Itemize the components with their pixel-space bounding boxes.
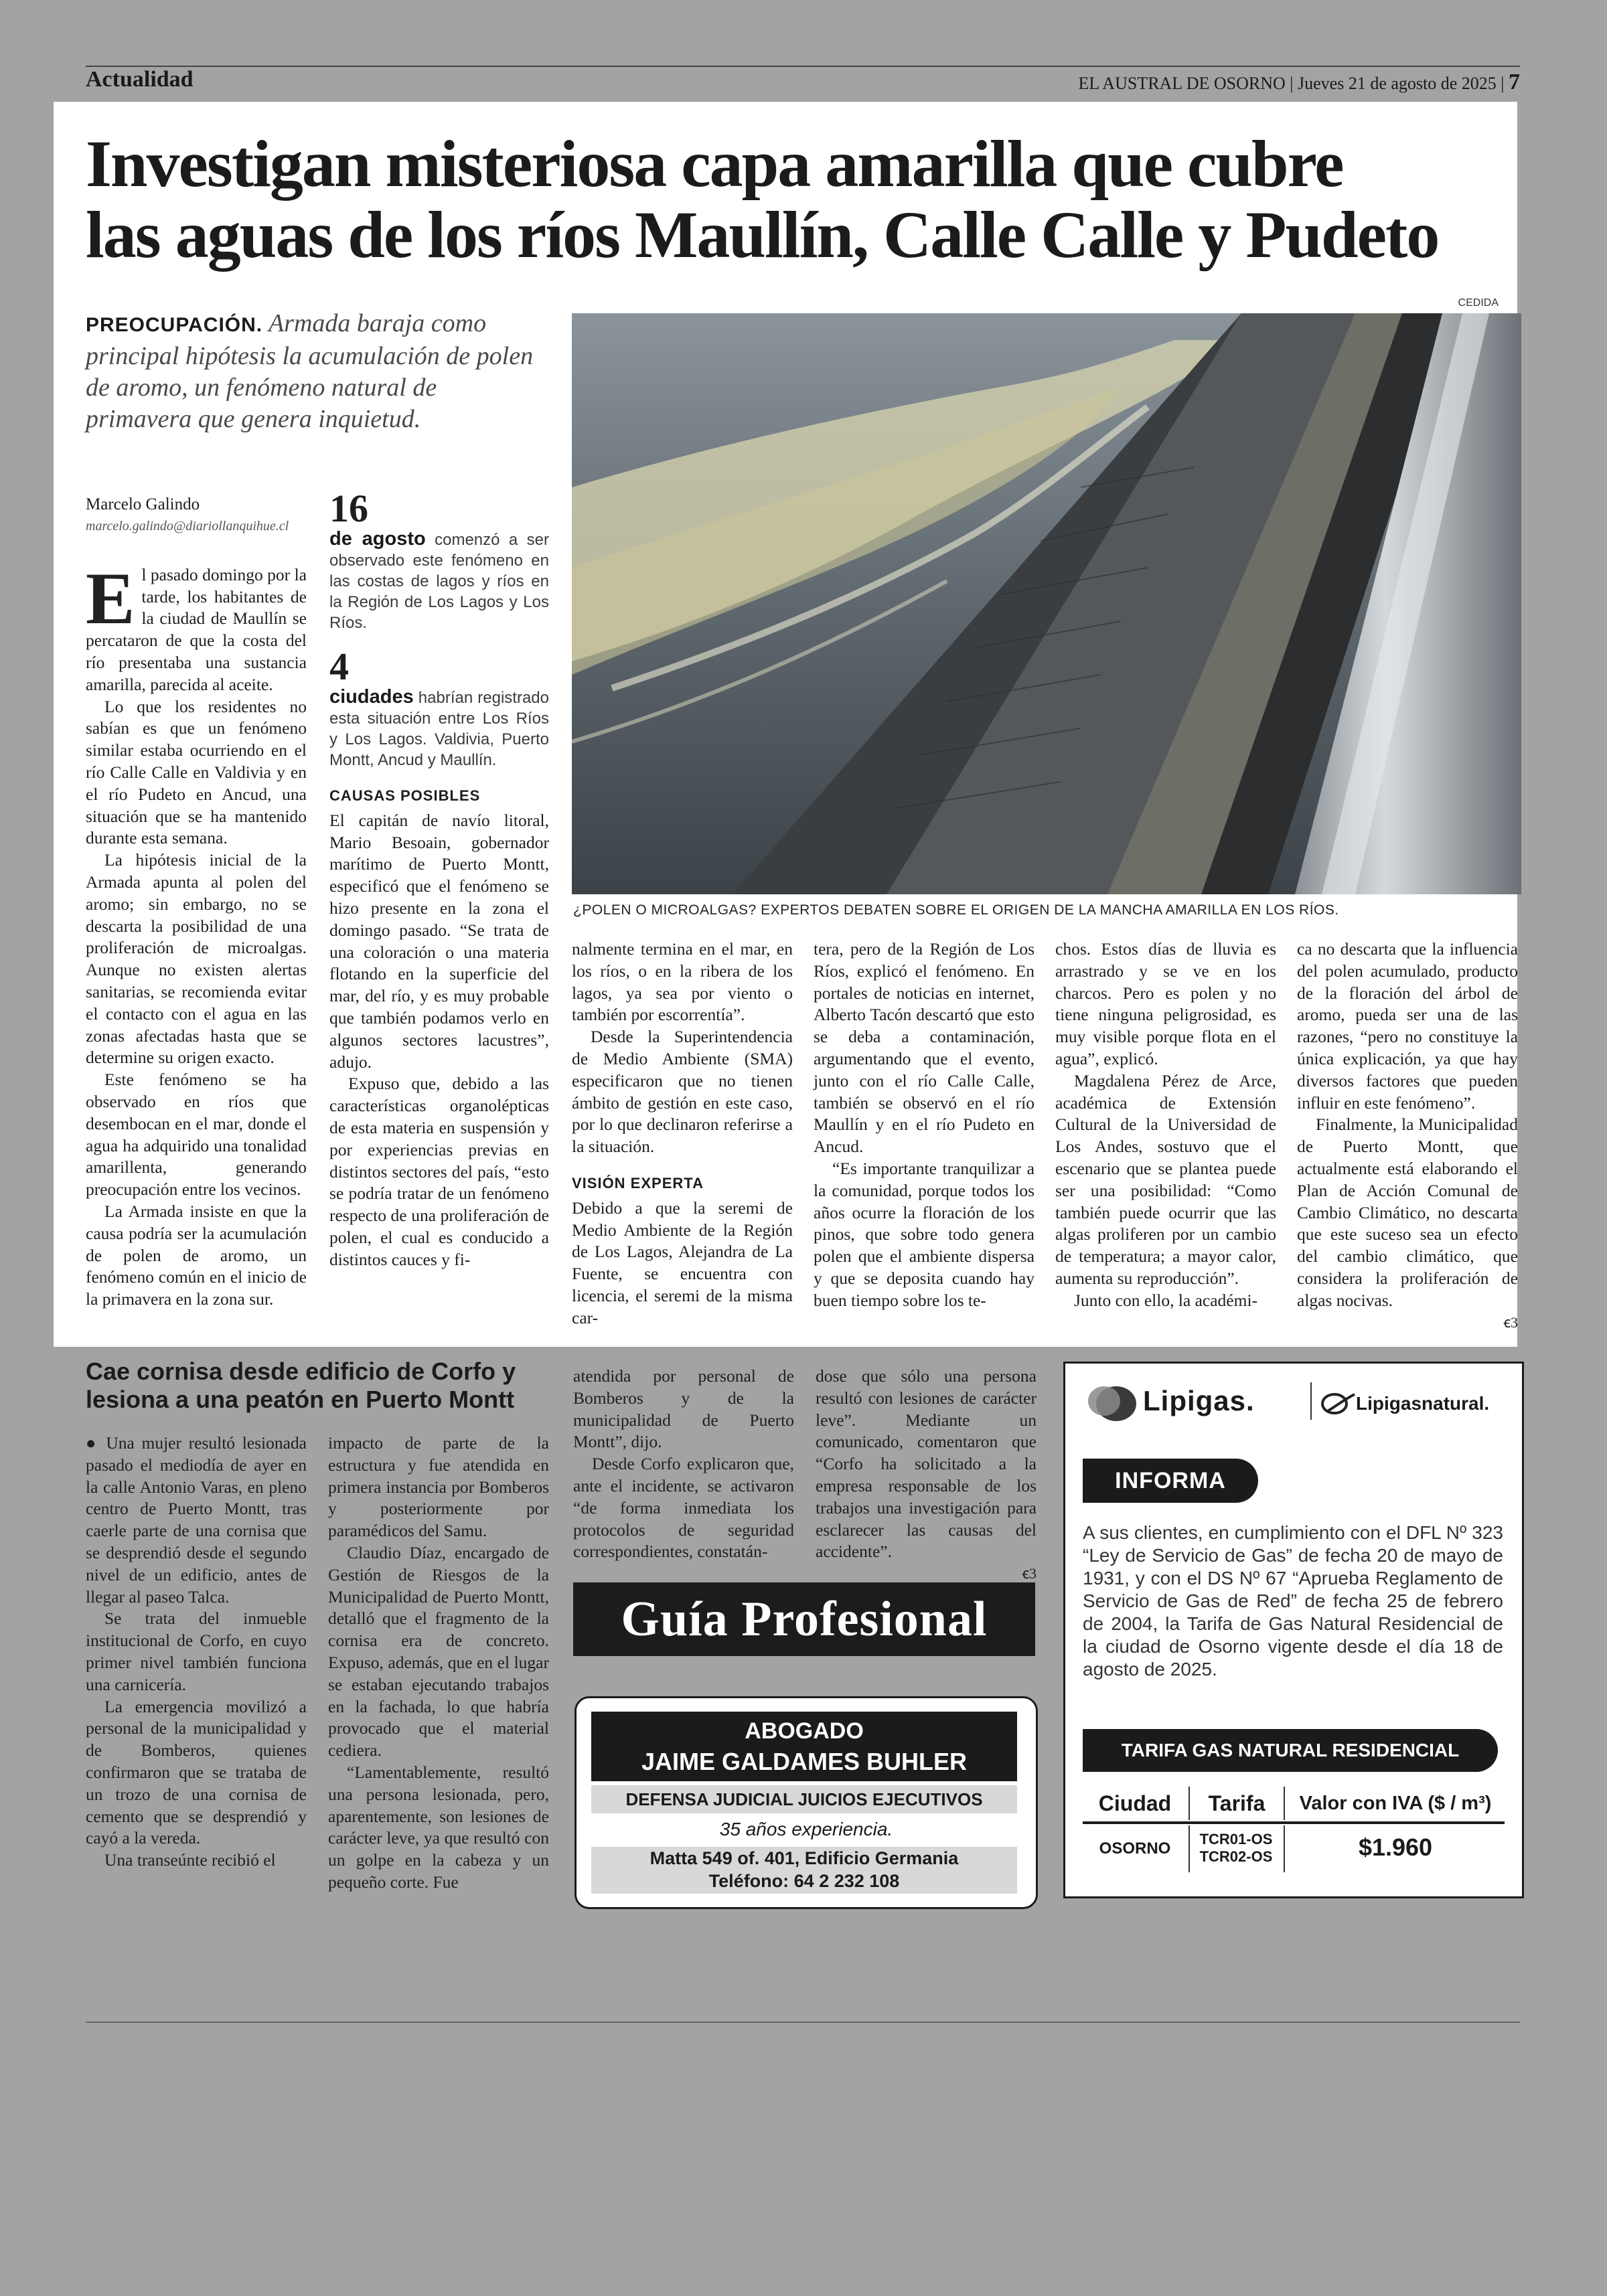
lawyer-ad-header (591, 1712, 1017, 1781)
paragraph: dose que sólo una persona resultó con lesiones de carácter leve”. Mediante un comunicado, comentaron que “Corfo ha solicitado a la empresa responsable de los trabajos una investigación para esclarecer las causas del accidente”. (816, 1366, 1037, 1562)
paragraph: Expuso que, debido a las características organolépticas de esta materia en suspensión y por experiencias previas en distintos sectores del país, “esto se podría tratar de un fenómeno respecto de una proliferación de polen, el cual es conducido a distintos cauces y fi- (329, 1074, 549, 1269)
logo-divider (1310, 1382, 1312, 1420)
paragraph: Debido a que la seremi de Medio Ambiente de la Región de Los Lagos, Alejandra de La Fuente, se encuentra con licencia, el seremi de la misma car- (572, 1198, 793, 1327)
article-column-4 (814, 938, 1035, 1312)
stat-text (329, 687, 549, 770)
lawyer-address-box (591, 1847, 1017, 1894)
paragraph: La emergencia movilizó a personal de la municipalidad y de Bomberos, quienes confirmaron que se trataba de un trozo de una cornisa de cemento que se desprendió y cayó a la vereda. (86, 1696, 307, 1848)
section-label: Actualidad (86, 67, 194, 92)
paragraph: tera, pero de la Región de Los Ríos, explicó el fenómeno. En portales de noticias en internet, Alberto Tacón descartó que esto se deba a contaminación, argumentando que el evento, junto con el río Calle Calle, también se observó en el río Maullín y en el río Pudeto en Ancud. (814, 939, 1035, 1157)
page-number: 7 (1509, 70, 1520, 94)
table-value-cell: $1.960 (1284, 1825, 1506, 1872)
paragraph: Una transeúnte recibió el (104, 1850, 276, 1870)
article-column-5 (1055, 938, 1276, 1312)
paragraph: Claudio Díaz, encargado de Gestión de Riesgos de la Municipalidad de Puerto Montt, detalló que el fragmento de la cornisa era de concreto. Expuso, además, que en el lugar se estaban ejecutando trabajos en la fachada, lo que habría provocado que el material cediera. (328, 1542, 549, 1760)
table-header-value: Valor con IVA ($ / m³) (1284, 1787, 1506, 1820)
kicker: PREOCUPACIÓN. (86, 314, 263, 336)
lawyer-address: Matta 549 of. 401, Edificio Germania (649, 1848, 959, 1868)
lawyer-phone: Teléfono: 64 2 232 108 (708, 1871, 900, 1891)
paragraph: La Armada insiste en que la causa podría ser la acumulación de polen de aromo, un fenómeno común en el inicio de la primavera en la zona sur. (86, 1201, 307, 1309)
bottom-rule (86, 2022, 1520, 2023)
author-name: Marcelo Galindo (86, 495, 200, 513)
stat-description: habrían registrado esta situación entre Los Ríos y Los Lagos. Valdivia, Puerto Montt, Ancud y Maullín. (329, 689, 549, 769)
subhead: VISIÓN EXPERTA (572, 1174, 704, 1192)
table-city-cell: OSORNO (1099, 1839, 1171, 1858)
paragraph: ca no descarta que la influencia del polen acumulado, producto de la floración del árbol de aromo, pueda ser una de las razones, “pero no constituye la única explicación, ya que hay diversos factores que pueden influir en este fenómeno”. (1297, 939, 1518, 1113)
river-photo-image (572, 313, 1521, 894)
tariff-table (1083, 1787, 1505, 1875)
lawyer-experience: 35 años experiencia. (719, 1819, 893, 1839)
author-email: marcelo.galindo@diariollanquihue.cl (86, 519, 289, 534)
article-column-3 (572, 938, 793, 1329)
photo-caption: ¿POLEN O MICROALGAS? EXPERTOS DEBATEN SOBRE EL ORIGEN DE LA MANCHA AMARILLA EN LOS RÍOS. (573, 902, 1339, 918)
paragraph: Magdalena Pérez de Arce, académica de Extensión Cultural de la Universidad de Los Andes, sostuvo que el escenario que se plantea puede ser una posibilidad: “Como también puede ocurrir que las algas proliferen por un cambio de temperatura; a mayor calor, aumenta su reproducción”. (1055, 1070, 1276, 1288)
lipigas-natural-icon (1320, 1390, 1357, 1417)
lawyer-specialty-text: DEFENSA JUDICIAL JUICIOS EJECUTIVOS (625, 1789, 983, 1809)
paragraph: chos. Estos días de lluvia es arrastrado y se ve en los charcos. Pero es polen y no tiene ninguna peligrosidad, es muy visible porque flota en el agua”, explicó. (1055, 939, 1276, 1068)
brief-column-4 (816, 1366, 1037, 1585)
brief-column-1 (86, 1432, 307, 1872)
lawyer-ad-title: ABOGADO (745, 1718, 864, 1744)
tariff-code: TCR01-OS (1199, 1831, 1273, 1848)
tariff-banner: TARIFA GAS NATURAL RESIDENCIAL (1083, 1729, 1498, 1772)
paragraph: La hipótesis inicial de la Armada apunta al polen del aromo; sin embargo, no se descarta la posibilidad de una proliferación de microalgas. Aunque no existen alertas sanitarias, se recomienda evitar el contacto con el agua en las zonas afectadas hasta que se determine su origen exacto. (86, 850, 307, 1068)
brief-headline: Cae cornisa desde edificio de Corfo y lesiona a una peatón en Puerto Montt (86, 1358, 516, 1413)
stat-description: comenzó a ser observado este fenómeno en las costas de lagos y ríos en la Región de Los Lagos y Los Ríos. (329, 531, 549, 632)
paragraph: Desde la Superintendencia de Medio Ambiente (SMA) especificaron que no tienen ámbito de gestión en este caso, por lo que declinaron referirse a la situación. (572, 1027, 793, 1157)
lipigas-logo (1084, 1378, 1499, 1425)
brief-column-2 (328, 1432, 549, 1894)
lawyer-specialty (591, 1785, 1017, 1813)
paragraph: “Lamentablemente, resultó una persona lesionada, pero, aparentemente, son lesiones de carácter leve, ya que resultó con un golpe en la cabeza y un pequeño corte. Fue (328, 1762, 549, 1892)
brief-column-3 (573, 1366, 794, 1563)
lawyer-name: JAIME GALDAMES BUHLER (641, 1748, 968, 1775)
river-photo (572, 313, 1521, 894)
table-tariff-cell (1189, 1825, 1282, 1872)
informa-badge: INFORMA (1083, 1459, 1258, 1503)
bullet-icon: ● (86, 1433, 99, 1453)
article-column-1 (86, 494, 307, 1311)
stat-number: 16 (329, 487, 368, 530)
lawyer-ad (575, 1696, 1038, 1909)
top-rule (86, 66, 1520, 67)
paragraph: Una mujer resultó lesionada pasado el mediodía de ayer en la calle Antonio Varas, en pleno centro de Puerto Montt, tras caerle parte de una cornisa que se desprendió desde el segundo nivel de un edificio, antes de llegar al paseo Talca. (86, 1433, 307, 1607)
paragraph: atendida por personal de Bomberos y de la municipalidad de Puerto Montt”, dijo. (573, 1366, 794, 1452)
end-mark: ꞓ3 (1022, 1565, 1037, 1582)
paragraph: impacto de parte de la estructura y fue atendida en primera instancia por Bomberos y posteriormente por paramédicos del Samu. (328, 1433, 549, 1541)
lipigas-brand: Lipigas. (1143, 1385, 1255, 1416)
headline (86, 129, 1492, 270)
lipigas-ad (1063, 1362, 1524, 1898)
publication-info: EL AUSTRAL DE OSORNO | Jueves 21 de agosto de 2025 | (1078, 74, 1505, 93)
paragraph: nalmente termina en el mar, en los ríos, o en la ribera de los lagos, ya sea por viento o también por escorrentía”. (572, 939, 793, 1025)
tariff-code: TCR02-OS (1199, 1848, 1273, 1865)
publication-dateline (1078, 70, 1520, 95)
headline-line-1: Investigan misteriosa capa amarilla que cubre (86, 127, 1343, 201)
paragraph: Desde Corfo explicaron que, ante el incidente, se activaron “de forma inmediata los protocolos de seguridad correspondientes, constatán- (573, 1454, 794, 1562)
end-mark: ꞓ3 (1503, 1313, 1518, 1331)
stat-bold: de agosto (329, 528, 426, 550)
paragraph: Finalmente, la Municipalidad de Puerto Montt, que actualmente está elaborando el Plan de Acción Comunal de Cambio Climático, no descarta que este suceso sea un efecto del cambio climático, que considera la proliferación de algas nocivas. (1297, 1115, 1518, 1310)
paragraph: Este fenómeno se ha observado en ríos que desembocan en el mar, donde el agua ha adquirido una tonalidad amarillenta, generando preocupación entre los vecinos. (86, 1070, 307, 1200)
article-column-6 (1297, 938, 1518, 1333)
table-divider (1083, 1821, 1505, 1824)
headline-line-2: las aguas de los ríos Maullín, Calle Calle y Pudeto (86, 197, 1439, 272)
drop-cap: E (86, 557, 135, 639)
paragraph: Junto con ello, la académi- (1074, 1290, 1258, 1310)
stat-number: 4 (329, 645, 349, 688)
guia-profesional-banner: Guía Profesional (573, 1582, 1035, 1656)
paragraph: “Es importante tranquilizar a la comunidad, porque todos los años ocurre la floración de los pinos, que sobre todo genera polen que el ambiente dispersa y que se deposita cuando hay buen tiempo sobre los te- (814, 1158, 1035, 1310)
subhead: CAUSAS POSIBLES (329, 787, 481, 804)
paragraph: El capitán de navío litoral, Mario Besoain, gobernador marítimo de Puerto Montt, especificó que el fenómeno se hizo presente en la zona el domingo pasado. “Se trata de una coloración o una materia flotando en la superficie del mar, del río, y es muy probable que también podamos verlo en algunos sectores lacustres”, adujo. (329, 810, 549, 1072)
main-article (54, 102, 1517, 1347)
paragraph: Lo que los residentes no sabían es que un fenómeno similar estaba ocurriendo en el río Calle Calle en Valdivia y en el río Pudeto en Ancud, una situación que se ha mantenido durante esta semana. (86, 696, 307, 848)
tariff-notice: A sus clientes, en cumplimiento con el DFL Nº 323 “Ley de Servicio de Gas” de fecha 20 de mayo de 1931, y con el DS Nº 67 “Aprueba Reglamento de Servicio de Gas de Red” de fecha 25 de febrero de 2004, la Tarifa de Gas Natural Residencial de la ciudad de Osorno vigente desde el día 18 de agosto de 2025. (1083, 1522, 1503, 1679)
stat-text (329, 529, 549, 633)
lead (86, 308, 548, 435)
table-header-tariff: Tarifa (1189, 1787, 1284, 1820)
article-column-2 (329, 489, 549, 1271)
lipigas-flame-icon (1084, 1378, 1138, 1425)
paragraph: l pasado domingo por la tarde, los habitantes de la ciudad de Maullín se percataron de que la costa del río presentaba una sustancia amarilla, parecida al aceite. (86, 564, 307, 694)
lead-text: Armada baraja como principal hipótesis la acumulación de polen de aromo, un fenómeno natural de primavera que genera inquietud. (86, 309, 534, 433)
photo-credit: CEDIDA (1458, 297, 1499, 309)
stat-bold: ciudades (329, 686, 414, 708)
lipigas-natural-brand: Lipigasnatural. (1356, 1393, 1490, 1414)
table-header-city: Ciudad (1098, 1791, 1172, 1815)
paragraph: Se trata del inmueble institucional de Corfo, en cuyo primer nivel también funciona una carnicería. (86, 1609, 307, 1694)
